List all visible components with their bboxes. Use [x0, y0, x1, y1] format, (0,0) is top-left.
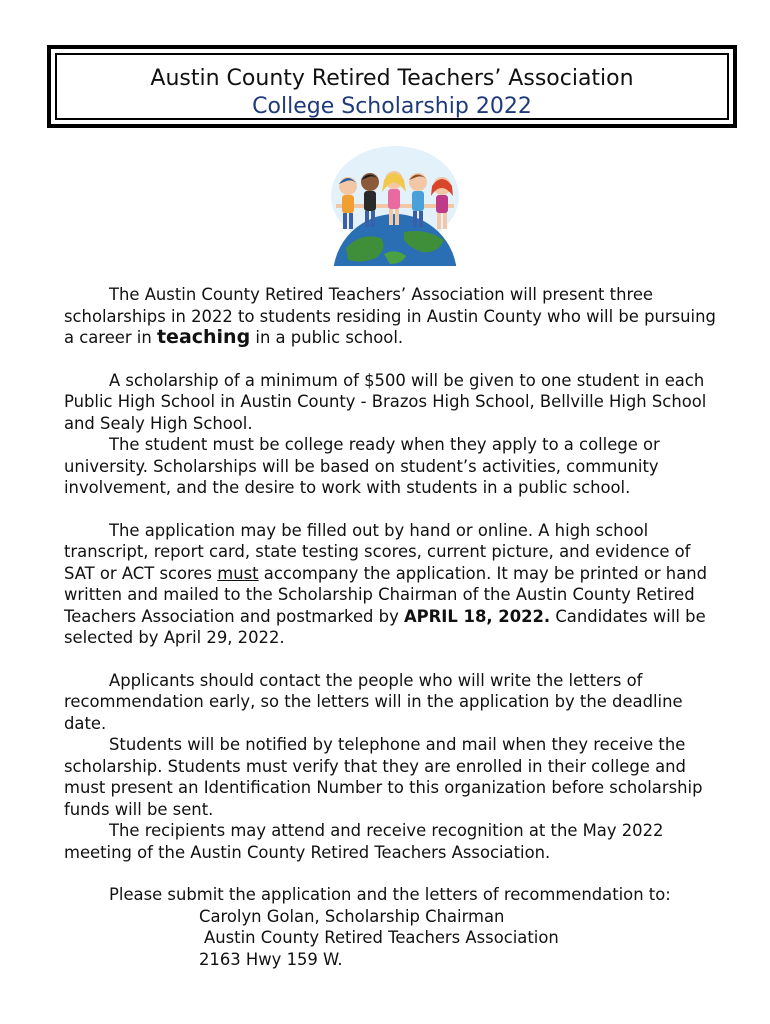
submission-organization: Austin County Retired Teachers Association [204, 928, 559, 947]
emphasis-teaching: teaching [156, 326, 251, 348]
paragraph-intro [64, 284, 724, 349]
paragraph-amount: A scholarship of a minimum of $500 will be given to one student in each Public High School in Austin County - Brazos High School, Bellville High School and Sealy High School. [64, 370, 707, 433]
children-on-globe-illustration [326, 136, 464, 266]
emphasis-must: must [217, 563, 259, 583]
paragraph-notification: Students will be notified by telephone and mail when they receive the scholarship. Students must verify that they are enrolled in their college and must present an Identification Number to this organization before scholarship funds will be sent. [64, 735, 703, 819]
text-span: The application may be filled out by hand or online. A high school transcript, report card, state testing scores, current picture, and evidence of SAT or ACT scores [64, 520, 691, 583]
paragraph-recommendation: Applicants should contact the people who will write the letters of recommendation early, so the letters will in the application by the deadline date. [64, 670, 683, 733]
submission-intro: Please submit the application and the letters of recommendation to: [109, 885, 671, 904]
text-span: in a public school. [250, 328, 404, 347]
text-span: Candidates will be selected by April 29, 2022. [64, 606, 706, 647]
text-span: The Austin County Retired Teachers’ Association will present three scholarships in 2022 to students residing in Austin County who will be pursuing a career in [64, 285, 716, 347]
paragraph-recognition: The recipients may attend and receive recognition at the May 2022 meeting of the Austin County Retired Teachers Association. [64, 821, 664, 862]
title-box-inner [55, 53, 729, 120]
document-subtitle: College Scholarship 2022 [252, 94, 532, 119]
document-title: Austin County Retired Teachers’ Association [150, 66, 634, 91]
title-box [47, 45, 737, 128]
submission-address: 2163 Hwy 159 W. [199, 949, 343, 969]
text-span: accompany the application. It may be printed or hand written and mailed to the Scholarship Chairman of the Austin County Retired Teachers Association and postmarked by [64, 563, 708, 626]
paragraph-eligibility: The student must be college ready when they apply to a college or university. Scholarships will be based on student’s activities, community involvement, and the desire to work with students in a public school. [64, 435, 660, 497]
deadline-date: APRIL 18, 2022. [403, 606, 551, 626]
letter-body [64, 284, 724, 970]
submission-contact-name: Carolyn Golan, Scholarship Chairman [199, 906, 505, 926]
paragraph-application [64, 520, 724, 649]
